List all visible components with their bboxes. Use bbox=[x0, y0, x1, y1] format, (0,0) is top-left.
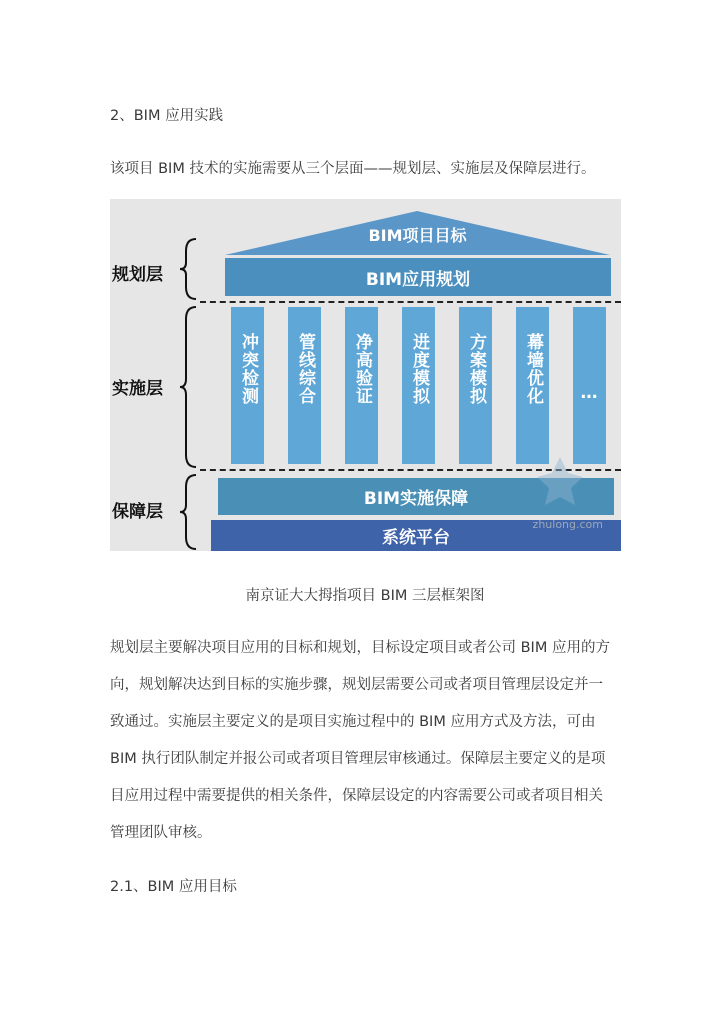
brace-planning-icon bbox=[178, 237, 200, 301]
body-paragraph bbox=[110, 638, 615, 860]
platform-bar: 系统平台 bbox=[211, 520, 621, 551]
planning-bar: BIM应用规划 bbox=[225, 258, 611, 296]
pillar-label: 净高验证 bbox=[352, 333, 372, 405]
separator-top bbox=[200, 301, 621, 303]
paragraph-line: 规划层主要解决项目应用的目标和规划，目标设定项目或者公司 BIM 应用的方 bbox=[110, 640, 610, 656]
roof-label: BIM项目目标 bbox=[368, 225, 467, 245]
pillar-conflict-check bbox=[231, 307, 264, 464]
guarantee-bar: BIM实施保障 bbox=[218, 478, 614, 515]
pillar-label: 管线综合 bbox=[295, 333, 315, 405]
figure-caption: 南京证大大拇指项目 BIM 三层框架图 bbox=[245, 588, 485, 604]
paragraph-line: 致通过。实施层主要定义的是项目实施过程中的 BIM 应用方式及方法，可由 bbox=[110, 714, 596, 730]
brace-implementation-icon bbox=[178, 305, 200, 469]
pillar-curtain-wall bbox=[516, 307, 549, 464]
paragraph-line: 目应用过程中需要提供的相关条件，保障层设定的内容需要公司或者项目相关 bbox=[110, 788, 603, 804]
paragraph-line: 管理团队审核。 bbox=[110, 825, 212, 841]
paragraph-line: 向，规划解决达到目标的实施步骤，规划层需要公司或者项目管理层设定并一 bbox=[110, 677, 603, 693]
pillar-label: 进度模拟 bbox=[409, 333, 429, 405]
pillar-label: 方案模拟 bbox=[466, 333, 486, 405]
paragraph-line: BIM 执行团队制定并报公司或者项目管理层审核通过。保障层主要定义的是项 bbox=[110, 751, 606, 767]
watermark-text: zhulong.com bbox=[532, 518, 603, 531]
brace-guarantee-icon bbox=[178, 473, 200, 551]
pillar-clearance bbox=[345, 307, 378, 464]
watermark-logo-icon bbox=[535, 455, 585, 517]
framework-diagram bbox=[110, 199, 621, 551]
pillar-label: 幕墙优化 bbox=[523, 333, 543, 405]
pillar-scheme bbox=[459, 307, 492, 464]
pillar-more bbox=[573, 307, 606, 464]
pillar-schedule bbox=[402, 307, 435, 464]
intro-text: 该项目 BIM 技术的实施需要从三个层面——规划层、实施层及保障层进行。 bbox=[110, 161, 596, 177]
pillar-label: … bbox=[580, 383, 599, 403]
heading-2: 2、BIM 应用实践 bbox=[110, 108, 224, 124]
heading-2-1: 2.1、BIM 应用目标 bbox=[110, 879, 237, 895]
layer-label-guarantee: 保障层 bbox=[112, 502, 163, 522]
layer-label-implementation: 实施层 bbox=[112, 379, 163, 399]
pillar-label: 冲突检测 bbox=[238, 333, 258, 405]
pillar-pipeline bbox=[288, 307, 321, 464]
layer-label-planning: 规划层 bbox=[112, 265, 163, 285]
